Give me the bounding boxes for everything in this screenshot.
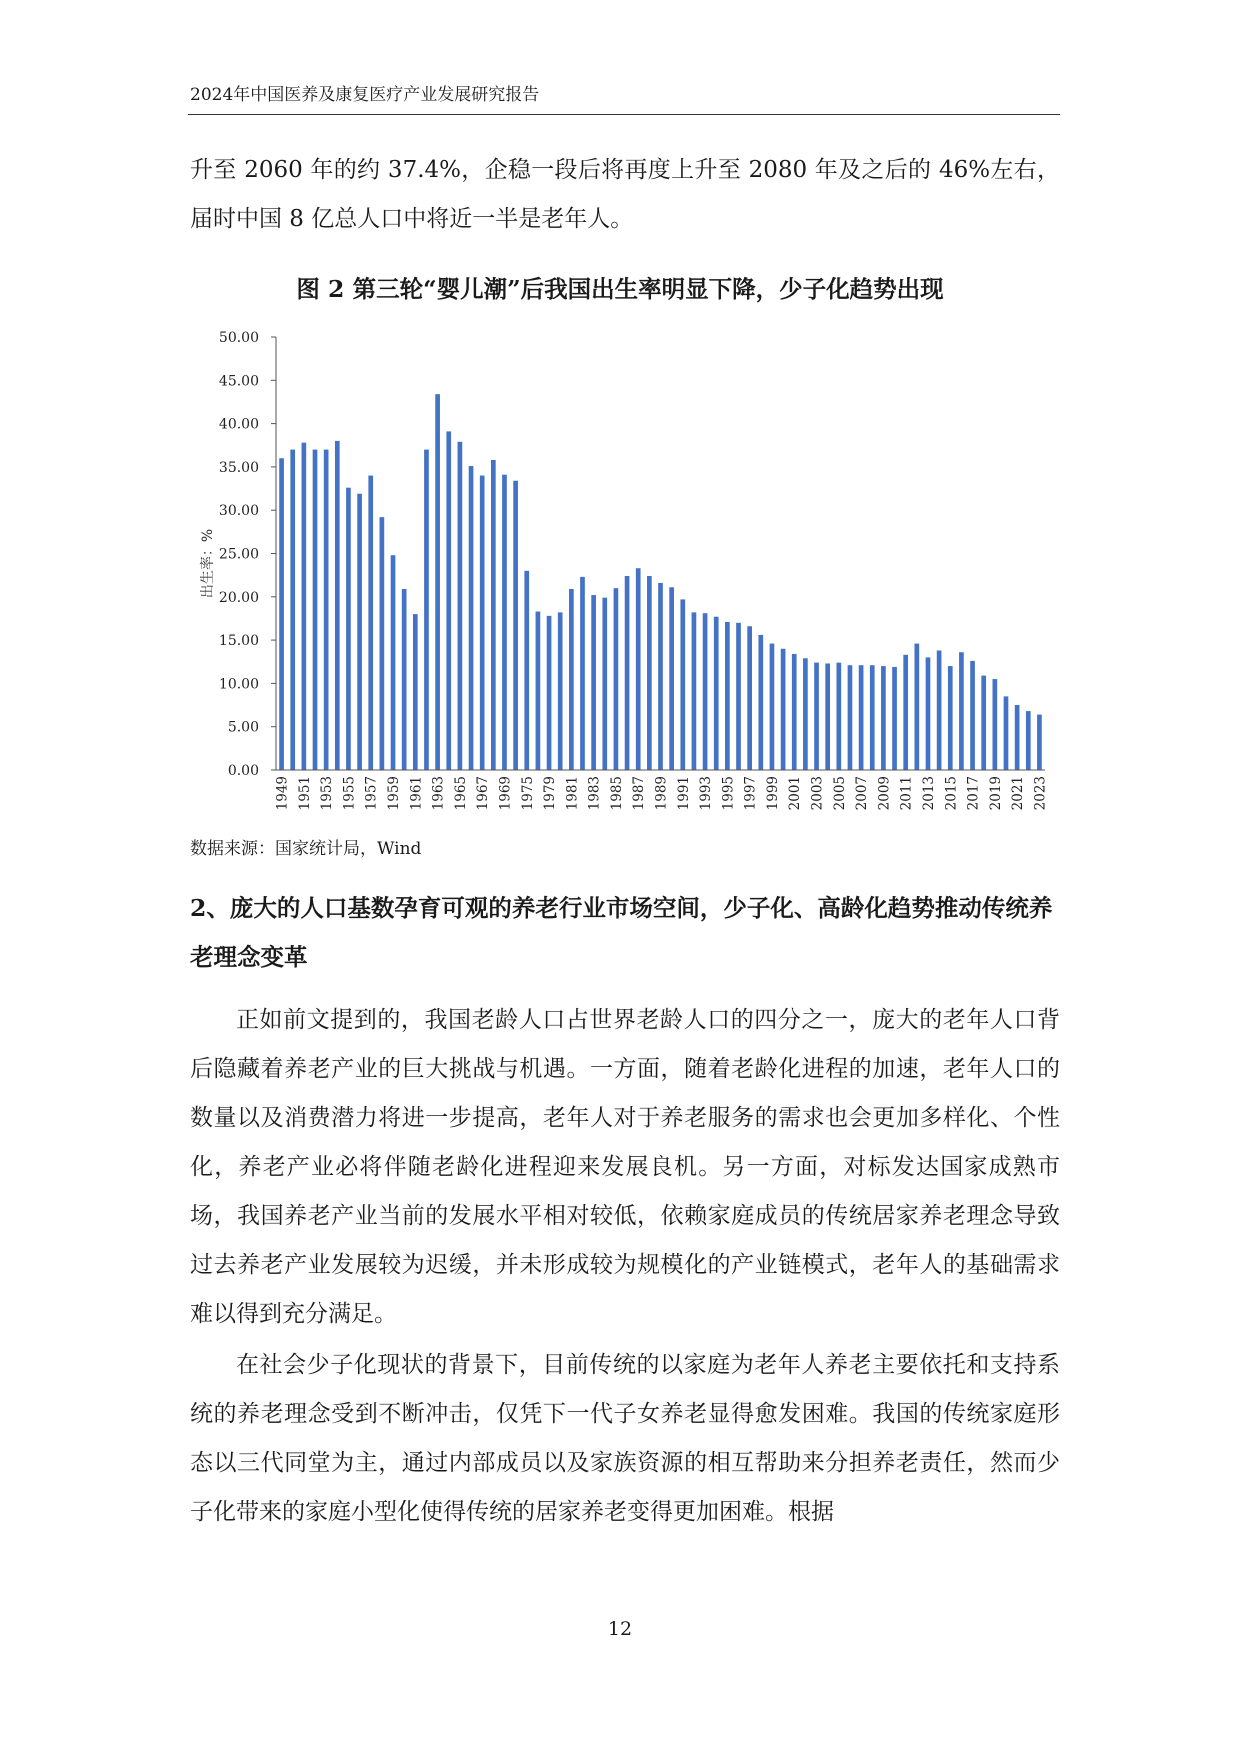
bar-1987 [636,568,641,770]
bar-1959 [391,555,396,770]
x-tick-label: 2011 [898,776,915,811]
x-axis-ticks [275,776,1049,810]
bar-1969 [502,475,507,770]
bar-1967 [480,476,485,770]
bar-2021 [1015,705,1020,770]
running-header: 2024年中国医养及康复医疗产业发展研究报告 [190,85,540,105]
y-tick-label: 35.00 [218,459,259,476]
bar-2006 [848,665,853,770]
bar-1982 [580,577,585,770]
body-paragraph: 正如前文提到的，我国老龄人口占世界老龄人口的四分之一，庞大的老年人口背后隐藏着养老产业的巨大挑战与机遇。一方面，随着老龄化进程的加速，老年人口的数量以及消费潜力将进一步提高，老年人对于养老服务的需求也会更加多样化、个性化，养老产业必将伴随老龄化进程迎来发展良机。另一方面，对标发达国家成熟市场，我国养老产业当前的发展水平相对较低，依赖家庭成员的传统居家养老理念导致过去养老产业发展较为迟缓，并未形成较为规模化的产业链模式，老年人的基础需求难以得到充分满足。 [190,1007,1060,1327]
bar-1958 [380,517,385,770]
bar-1968 [491,460,496,770]
page-number: 12 [607,1618,633,1640]
bar-1963 [435,394,440,770]
section-heading: 2、庞大的人口基数孕育可观的养老行业市场空间，少子化、高龄化趋势推动传统养老理念变革 [190,894,1053,971]
x-tick-label: 1981 [564,776,581,811]
bar-2016 [959,652,964,770]
y-tick-label: 40.00 [218,416,259,433]
bar-1953 [324,450,329,770]
figure-title: 图 2 第三轮“婴儿潮”后我国出生率明显下降，少子化趋势出现 [296,275,944,303]
x-tick-label: 1985 [608,776,625,811]
y-tick-label: 45.00 [218,373,259,390]
x-tick-label: 2021 [1010,776,1027,811]
bar-2008 [870,665,875,770]
x-tick-label: 1999 [764,776,781,811]
x-tick-label: 1963 [430,776,447,811]
bar-2022 [1026,711,1031,770]
bar-2007 [859,665,864,770]
x-tick-label: 1975 [519,776,536,811]
bar-1949 [279,458,284,770]
y-tick-label: 50.00 [218,330,259,346]
bar-1950 [290,450,295,770]
bar-1998 [758,635,763,770]
data-source-note: 数据来源：国家统计局，Wind [190,839,422,859]
bar-2014 [937,650,942,770]
bar-1975 [524,571,529,770]
bar-1962 [424,450,429,770]
bar-2013 [926,657,931,770]
bar-1965 [458,442,463,770]
bar-2017 [970,661,975,770]
bar-2015 [948,666,953,770]
x-tick-label: 1993 [698,776,715,811]
bar-1961 [413,614,418,770]
bars [279,394,1042,770]
x-tick-label: 1989 [653,776,670,811]
x-tick-label: 1949 [274,776,291,811]
bar-2002 [803,658,808,770]
x-tick-label: 1967 [475,776,492,811]
bar-2011 [903,655,908,770]
bar-2000 [781,649,786,770]
bar-2012 [914,644,919,770]
x-tick-label: 1961 [408,776,425,811]
x-tick-label: 1959 [386,776,403,811]
y-tick-label: 20.00 [218,589,259,606]
x-tick-label: 2023 [1032,776,1049,811]
bar-1991 [680,599,685,770]
bar-1989 [658,583,663,770]
bar-1990 [669,587,674,770]
y-tick-label: 0.00 [227,763,259,779]
x-tick-label: 1997 [742,776,759,811]
x-tick-label: 1955 [341,776,358,811]
bar-1954 [335,441,340,770]
y-tick-label: 30.00 [218,503,259,520]
x-tick-label: 1951 [296,776,313,811]
bar-2010 [892,667,897,770]
x-tick-label: 2015 [943,776,960,811]
bar-2018 [981,676,986,770]
x-tick-label: 2007 [854,776,871,811]
y-axis-ticks [219,330,276,779]
bar-1978 [536,612,541,770]
bar-1980 [558,612,563,770]
x-tick-label: 2005 [831,776,848,811]
bar-1985 [614,588,619,770]
x-tick-label: 1969 [497,776,514,811]
bar-1997 [747,626,752,770]
bar-1979 [547,616,552,770]
bar-2005 [836,663,841,770]
x-tick-label: 2019 [987,776,1004,811]
bar-1986 [625,576,630,770]
x-tick-label: 1991 [675,776,692,811]
intro-paragraph: 升至 2060 年的约 37.4%，企稳一段后将再度上升至 2080 年及之后的 46%左右，届时中国 8 亿总人口中将近一半是老年人。 [190,157,1060,232]
x-tick-label: 1987 [631,776,648,811]
x-tick-label: 1957 [363,776,380,811]
bar-1952 [313,450,318,770]
x-tick-label: 2017 [965,776,982,811]
bar-2020 [1004,696,1009,770]
bar-1992 [692,612,697,770]
bar-2009 [881,666,886,770]
x-tick-label: 1995 [720,776,737,811]
y-axis-title: 出生率：% [200,528,216,599]
bar-1956 [357,494,362,770]
bar-1964 [446,431,451,770]
bar-2003 [814,663,819,770]
bar-1993 [703,613,708,770]
body-paragraph: 在社会少子化现状的背景下，目前传统的以家庭为老年人养老主要依托和支持系统的养老理念受到不断冲击，仅凭下一代子女养老显得愈发困难。我国的传统家庭形态以三代同堂为主，通过内部成员以及家族资源的相互帮助来分担养老责任，然而少子化带来的家庭小型化使得传统的居家养老变得更加困难。根据 [190,1352,1060,1525]
bar-1995 [725,622,730,770]
bar-1994 [714,617,719,770]
x-tick-label: 1983 [586,776,603,811]
bar-1984 [602,598,607,770]
y-tick-label: 25.00 [218,546,259,563]
bar-2023 [1037,715,1042,770]
bar-2019 [993,679,998,770]
x-tick-label: 2013 [920,776,937,811]
bar-1966 [469,466,474,770]
x-tick-label: 1965 [452,776,469,811]
bar-1996 [736,623,741,770]
bar-1988 [647,576,652,770]
bar-1957 [368,476,373,770]
bar-2001 [792,654,797,770]
bar-1960 [402,589,407,770]
y-tick-label: 5.00 [227,719,259,736]
bar-1983 [591,595,596,770]
x-tick-label: 1979 [542,776,559,811]
bar-1951 [302,443,307,770]
bar-1955 [346,488,351,770]
x-tick-label: 2009 [876,776,893,811]
bar-1981 [569,589,574,770]
y-tick-label: 15.00 [218,633,259,650]
bar-2004 [825,663,830,770]
y-tick-label: 10.00 [218,676,259,693]
birth-rate-bar-chart [0,0,1240,840]
bar-1970 [513,481,518,770]
x-tick-label: 2001 [787,776,804,811]
bar-1999 [770,644,775,770]
x-tick-label: 2003 [809,776,826,811]
x-tick-label: 1953 [319,776,336,811]
